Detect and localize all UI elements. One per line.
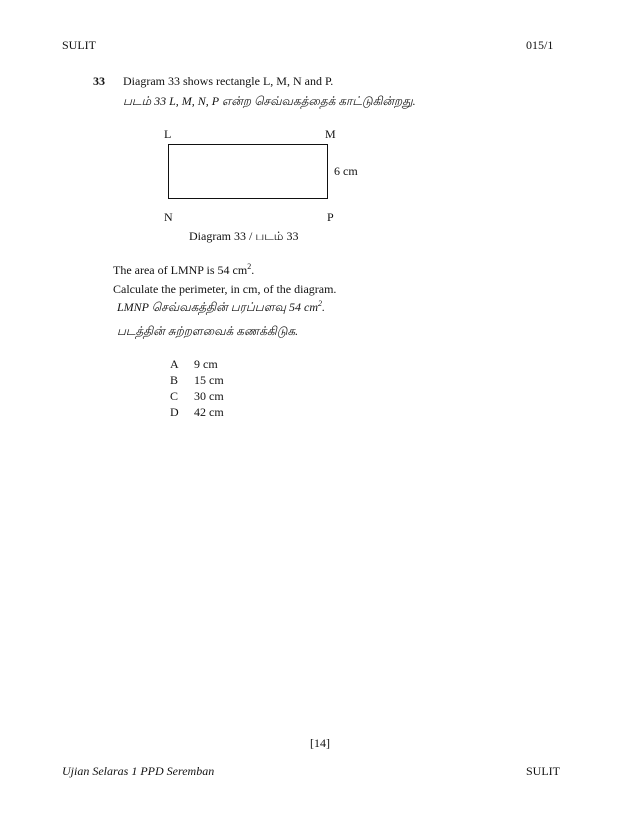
option-a-letter: A bbox=[170, 357, 179, 371]
option-a-value: 9 cm bbox=[194, 357, 218, 371]
corner-label-m: M bbox=[325, 127, 336, 141]
area-exponent-ta: 2 bbox=[318, 299, 322, 308]
area-suffix-ta: . bbox=[322, 300, 325, 314]
option-d-letter: D bbox=[170, 405, 179, 419]
corner-label-l: L bbox=[164, 127, 172, 141]
option-b-letter: B bbox=[170, 373, 179, 387]
option-c-value: 30 cm bbox=[194, 389, 224, 403]
instruction-ta: படத்தின் சுற்றளவைக் கணக்கிடுக. bbox=[117, 324, 299, 338]
instruction-en: Calculate the perimeter, in cm, of the diagram. bbox=[113, 282, 337, 296]
question-number: 33 bbox=[93, 74, 105, 88]
area-statement-ta bbox=[117, 300, 325, 316]
option-c-letter: C bbox=[170, 389, 179, 403]
question-stem-en: Diagram 33 shows rectangle L, M, N and P. bbox=[123, 74, 334, 88]
header-left: SULIT bbox=[62, 38, 96, 52]
option-d-value: 42 cm bbox=[194, 405, 224, 419]
diagram-caption: Diagram 33 / படம் 33 bbox=[189, 229, 299, 243]
option-b-value: 15 cm bbox=[194, 373, 224, 387]
area-statement-en bbox=[113, 263, 254, 278]
area-exponent-en: 2 bbox=[247, 262, 252, 271]
header-right: 015/1 bbox=[526, 38, 554, 52]
area-text-ta: LMNP செவ்வகத்தின் பரப்பளவு 54 cm bbox=[117, 300, 318, 314]
page-number: [14] bbox=[310, 736, 330, 750]
footer-left: Ujian Selaras 1 PPD Seremban bbox=[62, 764, 215, 778]
footer-right: SULIT bbox=[526, 764, 560, 778]
question-stem-ta: படம் 33 L, M, N, P என்ற செவ்வகத்தைக் காட்டுகின்றது. bbox=[123, 94, 416, 108]
rectangle-lmnp bbox=[168, 144, 328, 199]
side-length-label: 6 cm bbox=[334, 164, 358, 178]
area-suffix-en: . bbox=[251, 263, 255, 277]
corner-label-n: N bbox=[164, 210, 173, 224]
corner-label-p: P bbox=[327, 210, 334, 224]
area-text-en: The area of LMNP is 54 cm bbox=[113, 263, 248, 277]
